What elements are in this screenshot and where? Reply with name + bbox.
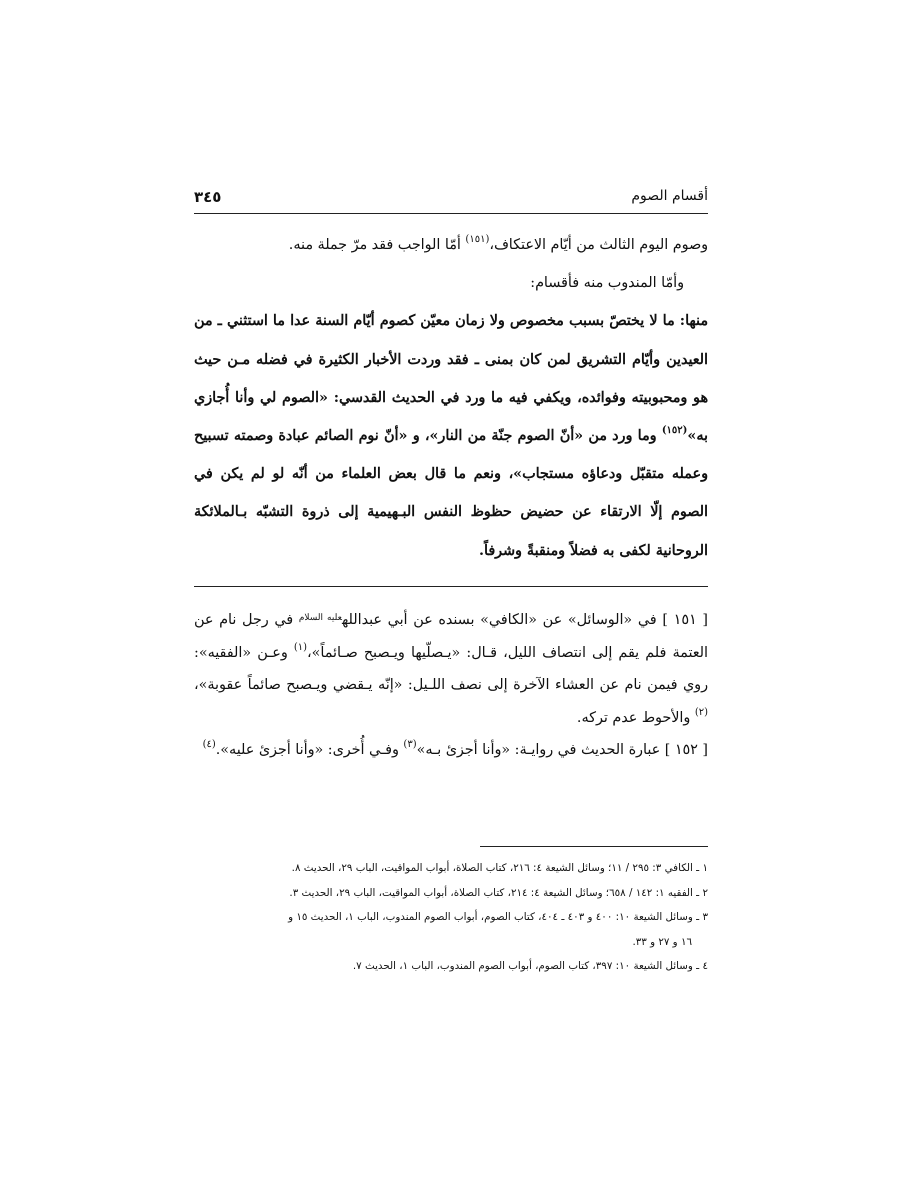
footnote-4: ٤ ـ وسائل الشيعة ١٠: ٣٩٧، كتاب الصوم، أبواب الصوم المندوب، الباب ١، الحديث ٧. (352, 960, 708, 973)
footnote-ref-4: (٤) (202, 739, 216, 750)
footnotes (194, 856, 708, 979)
main-text (194, 226, 708, 570)
notes-divider (194, 586, 708, 587)
text-run: [ ١٥١ ] في «الوسائل» عن «الكافي» بسنده عن أبي عبدالله (341, 612, 709, 628)
footnote-1: ١ ـ الكافي ٣: ٢٩٥ / ١١؛ وسائل الشيعة ٤: ٢١٦، كتاب الصلاة، أبواب المواقيت، الباب ٢٩، الحديث ٨. (291, 862, 708, 874)
footnote-3: ٣ ـ وسائل الشيعة ١٠: ٤٠٠ و ٤٠٣ ـ ٤٠٤، كتاب الصوم، أبواب الصوم المندوب، الباب ١، الحديث ١٥ و (288, 911, 708, 924)
footnotes-divider (480, 846, 708, 847)
note-reference-151: (١٥١) (465, 234, 490, 245)
text-run: [ ١٥٢ ] عبارة الحديث في روايـة: «وأنا أجزئ بـه» (416, 742, 708, 758)
footnote-2: ٢ ـ الفقيه ١: ١٤٢ / ٦٥٨؛ وسائل الشيعة ٤: ٢١٤، كتاب الصلاة، أبواب المواقيت، الباب ٢٩، الحديث ٣. (289, 886, 708, 899)
text-run: ما لا يختصّ بسبب مخصوص ولا زمان معيّن كصوم أيّام السنة عدا ما استثني ـ من العيدين وأيّام التشريق لمن كان بمنى ـ فقد وردت الأخبار الكثيرة في فضله مـن حيث هو ومحبوبيته وفوائده، ويكفي فيه ما ورد في الحديث القدسي: «الصوم لي وأنا أُجازي به» (194, 313, 708, 445)
footnote-ref-2: (٢) (694, 706, 708, 718)
paragraph-3 (194, 302, 708, 569)
paragraph-2: وأمّا المندوب منه فأقسام: (530, 275, 684, 292)
chapter-title: أقسام الصوم (631, 188, 708, 204)
text-run: في رجل نام عن العتمة فلم يقم إلى انتصاف الليل، قـال: «يـصلّيها ويـصبح صـائماً»، (194, 612, 708, 661)
note-reference-152: (١٥٢) (661, 425, 688, 437)
paragraph-label: منها: (679, 313, 708, 330)
text-run: أمّا الواجب فقد مرّ جملة منه. (288, 237, 466, 253)
text-run: والأحوط عدم تركه. (576, 709, 695, 726)
text-run: وفـي أُخرى: «وأنا أجزئ عليه». (215, 742, 404, 758)
text-run: وما ورد من «أنّ الصوم جنّة من النار»، و «أنّ نوم الصائم عبادة وصمته تسبيح وعمله متقبّل ودعاؤه مستجاب»، ونعم ما قال بعض العلماء من أنّه لو لم يكن في الصوم إلّا الارتقاء عن حضيض حظوظ النفس البـهيمية إلى ذروة التشبّه بـالملائكة الروحانية لكفى به فضلاً ومنقبةً وشرفاً. (194, 428, 708, 559)
header-divider (194, 213, 708, 214)
footnote-ref-1: (١) (293, 641, 308, 653)
note-151 (194, 602, 708, 734)
page-number: ٣٤٥ (194, 188, 222, 206)
footnote-ref-3: (٣) (403, 739, 417, 750)
honorific-glyph: عليه السلام (298, 613, 342, 623)
editor-notes (194, 602, 708, 767)
note-152 (194, 734, 708, 767)
footnote-3-continued: ١٦ و ٢٧ و ٣٣. (632, 935, 692, 948)
paragraph-1 (194, 226, 708, 264)
text-run: وعـن «الفقيه»: روي فيمن نام عن العشاء الآخرة إلى نصف اللـيل: «إنّه يـقضي ويـصبح صائماً عقوبة»، (194, 644, 708, 693)
text-run: وصوم اليوم الثالث من أيّام الاعتكاف، (489, 237, 708, 253)
running-header (194, 188, 708, 214)
